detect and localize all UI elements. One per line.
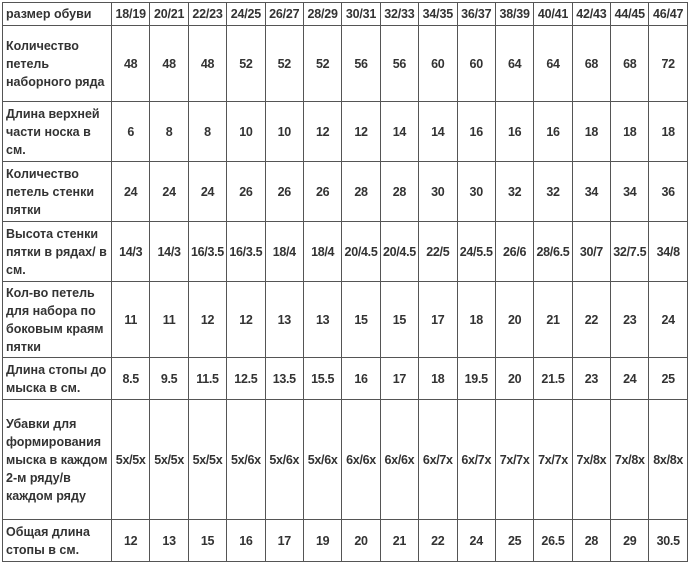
value-cell: 30/7 — [572, 222, 610, 282]
value-cell: 11.5 — [188, 358, 226, 400]
value-cell: 21 — [380, 520, 418, 562]
value-cell: 6х/6х — [380, 400, 418, 520]
size-header-cell: 42/43 — [572, 3, 610, 26]
row-label: Высота стенки пятки в рядах/ в см. — [3, 222, 112, 282]
value-cell: 7х/8х — [572, 400, 610, 520]
value-cell: 11 — [150, 282, 188, 358]
value-cell: 52 — [303, 26, 341, 102]
value-cell: 13 — [303, 282, 341, 358]
row-label: Общая длина стопы в см. — [3, 520, 112, 562]
value-cell: 11 — [112, 282, 150, 358]
value-cell: 26 — [303, 162, 341, 222]
size-header-cell: 38/39 — [495, 3, 533, 26]
value-cell: 22 — [572, 282, 610, 358]
value-cell: 24 — [611, 358, 649, 400]
value-cell: 34/8 — [649, 222, 687, 282]
value-cell: 21.5 — [534, 358, 572, 400]
value-cell: 14 — [419, 102, 457, 162]
value-cell: 60 — [419, 26, 457, 102]
row-label: Длина стопы до мыска в см. — [3, 358, 112, 400]
value-cell: 12 — [112, 520, 150, 562]
value-cell: 17 — [265, 520, 303, 562]
value-cell: 8 — [150, 102, 188, 162]
value-cell: 12 — [227, 282, 265, 358]
value-cell: 5х/5х — [112, 400, 150, 520]
row-label: Количество петель наборного ряда — [3, 26, 112, 102]
value-cell: 7х/7х — [534, 400, 572, 520]
value-cell: 13.5 — [265, 358, 303, 400]
header-label: размер обуви — [3, 3, 112, 26]
value-cell: 36 — [649, 162, 687, 222]
value-cell: 32 — [495, 162, 533, 222]
value-cell: 9.5 — [150, 358, 188, 400]
value-cell: 68 — [611, 26, 649, 102]
table-row — [3, 358, 688, 400]
value-cell: 26 — [227, 162, 265, 222]
value-cell: 23 — [572, 358, 610, 400]
value-cell: 34 — [611, 162, 649, 222]
value-cell: 24 — [457, 520, 495, 562]
value-cell: 20/4.5 — [342, 222, 380, 282]
table-row — [3, 162, 688, 222]
table-row — [3, 26, 688, 102]
value-cell: 12 — [342, 102, 380, 162]
value-cell: 56 — [380, 26, 418, 102]
value-cell: 29 — [611, 520, 649, 562]
size-header-cell: 30/31 — [342, 3, 380, 26]
value-cell: 28 — [572, 520, 610, 562]
value-cell: 15.5 — [303, 358, 341, 400]
table-body — [3, 26, 688, 562]
row-label: Убавки для формирования мыска в каждом 2-м ряду/в каждом ряду — [3, 400, 112, 520]
value-cell: 18/4 — [303, 222, 341, 282]
size-header-cell: 20/21 — [150, 3, 188, 26]
value-cell: 18 — [457, 282, 495, 358]
value-cell: 24/5.5 — [457, 222, 495, 282]
size-header-cell: 32/33 — [380, 3, 418, 26]
value-cell: 30 — [419, 162, 457, 222]
value-cell: 25 — [649, 358, 687, 400]
value-cell: 18 — [611, 102, 649, 162]
value-cell: 26 — [265, 162, 303, 222]
value-cell: 26.5 — [534, 520, 572, 562]
value-cell: 12 — [303, 102, 341, 162]
table-row — [3, 400, 688, 520]
value-cell: 14/3 — [112, 222, 150, 282]
value-cell: 18/4 — [265, 222, 303, 282]
value-cell: 22/5 — [419, 222, 457, 282]
value-cell: 8.5 — [112, 358, 150, 400]
value-cell: 28 — [342, 162, 380, 222]
table-row — [3, 102, 688, 162]
value-cell: 8 — [188, 102, 226, 162]
value-cell: 26/6 — [495, 222, 533, 282]
value-cell: 28 — [380, 162, 418, 222]
value-cell: 20 — [495, 282, 533, 358]
table-row — [3, 222, 688, 282]
value-cell: 17 — [380, 358, 418, 400]
value-cell: 16/3.5 — [227, 222, 265, 282]
size-header-cell: 44/45 — [611, 3, 649, 26]
row-label: Количество петель стенки пятки — [3, 162, 112, 222]
value-cell: 13 — [150, 520, 188, 562]
value-cell: 28/6.5 — [534, 222, 572, 282]
value-cell: 48 — [112, 26, 150, 102]
value-cell: 7х/7х — [495, 400, 533, 520]
value-cell: 17 — [419, 282, 457, 358]
value-cell: 18 — [649, 102, 687, 162]
value-cell: 24 — [150, 162, 188, 222]
value-cell: 25 — [495, 520, 533, 562]
value-cell: 7х/8х — [611, 400, 649, 520]
value-cell: 16 — [534, 102, 572, 162]
value-cell: 13 — [265, 282, 303, 358]
size-header-cell: 46/47 — [649, 3, 687, 26]
value-cell: 8х/8х — [649, 400, 687, 520]
value-cell: 5х/5х — [188, 400, 226, 520]
value-cell: 12.5 — [227, 358, 265, 400]
value-cell: 16 — [495, 102, 533, 162]
row-label: Длина верхней части носка в см. — [3, 102, 112, 162]
value-cell: 12 — [188, 282, 226, 358]
header-row — [3, 3, 688, 26]
value-cell: 52 — [227, 26, 265, 102]
value-cell: 5х/6х — [227, 400, 265, 520]
value-cell: 15 — [188, 520, 226, 562]
value-cell: 10 — [227, 102, 265, 162]
row-label: Кол-во петель для набора по боковым краям пятки — [3, 282, 112, 358]
value-cell: 30 — [457, 162, 495, 222]
value-cell: 6 — [112, 102, 150, 162]
table-row — [3, 520, 688, 562]
value-cell: 21 — [534, 282, 572, 358]
value-cell: 60 — [457, 26, 495, 102]
value-cell: 24 — [112, 162, 150, 222]
value-cell: 16/3.5 — [188, 222, 226, 282]
value-cell: 24 — [649, 282, 687, 358]
value-cell: 10 — [265, 102, 303, 162]
value-cell: 16 — [227, 520, 265, 562]
value-cell: 15 — [380, 282, 418, 358]
value-cell: 22 — [419, 520, 457, 562]
value-cell: 56 — [342, 26, 380, 102]
value-cell: 32/7.5 — [611, 222, 649, 282]
value-cell: 20 — [495, 358, 533, 400]
value-cell: 19 — [303, 520, 341, 562]
value-cell: 24 — [188, 162, 226, 222]
value-cell: 19.5 — [457, 358, 495, 400]
value-cell: 30.5 — [649, 520, 687, 562]
value-cell: 6х/6х — [342, 400, 380, 520]
size-header-cell: 18/19 — [112, 3, 150, 26]
size-header-cell: 26/27 — [265, 3, 303, 26]
value-cell: 18 — [572, 102, 610, 162]
shoe-size-knitting-table — [2, 2, 688, 562]
value-cell: 5х/5х — [150, 400, 188, 520]
value-cell: 48 — [150, 26, 188, 102]
size-header-cell: 28/29 — [303, 3, 341, 26]
table-row — [3, 282, 688, 358]
value-cell: 68 — [572, 26, 610, 102]
value-cell: 5х/6х — [265, 400, 303, 520]
value-cell: 18 — [419, 358, 457, 400]
value-cell: 64 — [534, 26, 572, 102]
value-cell: 16 — [342, 358, 380, 400]
value-cell: 6х/7х — [419, 400, 457, 520]
value-cell: 52 — [265, 26, 303, 102]
value-cell: 15 — [342, 282, 380, 358]
value-cell: 5х/6х — [303, 400, 341, 520]
size-header-cell: 40/41 — [534, 3, 572, 26]
value-cell: 32 — [534, 162, 572, 222]
value-cell: 14 — [380, 102, 418, 162]
size-header-cell: 34/35 — [419, 3, 457, 26]
value-cell: 6х/7х — [457, 400, 495, 520]
size-header-cell: 24/25 — [227, 3, 265, 26]
value-cell: 48 — [188, 26, 226, 102]
value-cell: 16 — [457, 102, 495, 162]
size-header-cell: 22/23 — [188, 3, 226, 26]
value-cell: 34 — [572, 162, 610, 222]
size-header-cell: 36/37 — [457, 3, 495, 26]
value-cell: 20/4.5 — [380, 222, 418, 282]
value-cell: 64 — [495, 26, 533, 102]
value-cell: 20 — [342, 520, 380, 562]
value-cell: 14/3 — [150, 222, 188, 282]
value-cell: 72 — [649, 26, 687, 102]
value-cell: 23 — [611, 282, 649, 358]
